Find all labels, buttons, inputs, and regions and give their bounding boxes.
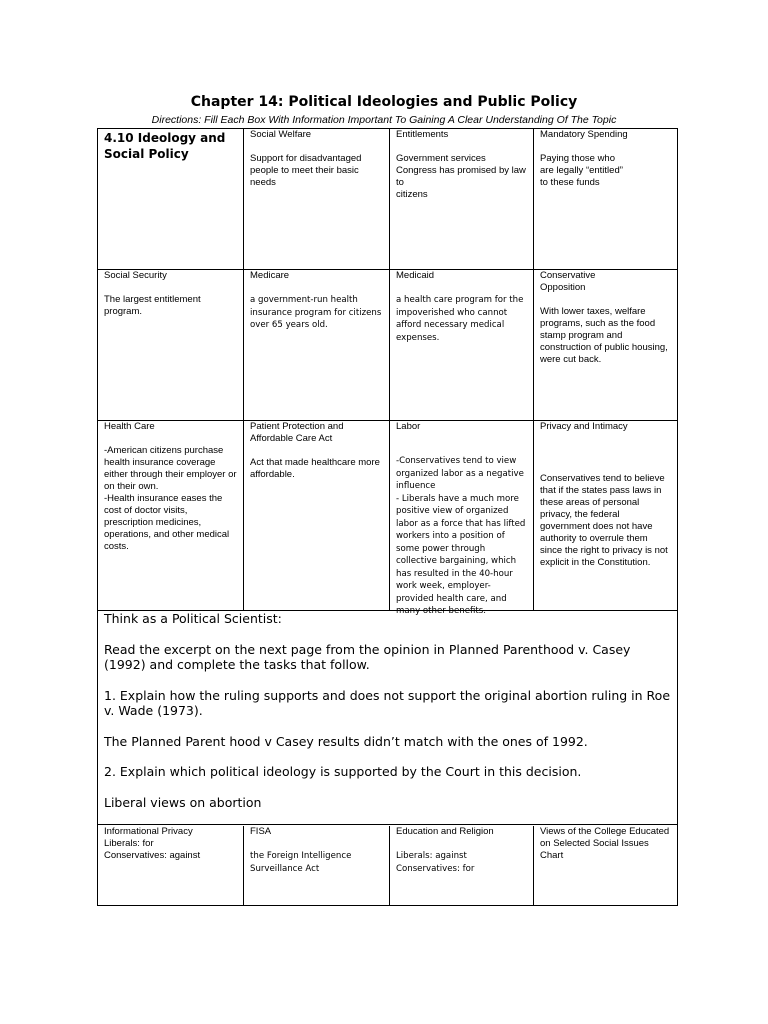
- cell-entitlements: [390, 129, 534, 269]
- cell-college-educated-views: [534, 826, 677, 905]
- table-row: [98, 129, 677, 270]
- task-prompt: Read the excerpt on the next page from the opinion in Planned Parenthood v. Casey (1992) and complete the tasks that follow.: [104, 641, 631, 672]
- cell-body: the Foreign Intelligence Surveillance Act: [250, 851, 352, 874]
- cell-heading: Privacy and Intimacy: [540, 421, 628, 432]
- cell-body: Support for disadvantaged people to meet their basic needs: [250, 153, 362, 188]
- cell-body: Liberals: for Conservatives: against: [104, 838, 201, 861]
- table-row: [98, 826, 677, 905]
- cell-medicare: [244, 270, 390, 420]
- cell-heading: Social Security: [104, 270, 167, 281]
- cell-heading: Informational Privacy: [104, 826, 193, 837]
- page-title: Chapter 14: Political Ideologies and Public Policy: [190, 94, 578, 110]
- cell-conservative-opposition: [534, 270, 677, 420]
- cell-privacy-intimacy: [534, 421, 677, 610]
- cell-body: -Conservatives tend to view organized labor as a negative influence - Liberals have a much more positive view of organized labor as a force that has lifted workers into a position of some power through collective bargaining, which has resulted in the 40-hour work week, employer-provided health care, and many other benefits.: [396, 456, 526, 616]
- cell-body: Government services Congress has promised by law to citizens: [396, 153, 526, 200]
- table-row: [98, 421, 677, 616]
- cell-social-welfare: [244, 129, 390, 269]
- cell-heading: Health Care: [104, 421, 155, 432]
- cell-heading: Entitlements: [396, 129, 449, 140]
- worksheet-grid: [97, 128, 678, 906]
- cell-medicaid: [390, 270, 534, 420]
- cell-mandatory-spending: [534, 129, 677, 269]
- cell-body: a health care program for the impoverished who cannot afford necessary medical expenses.: [396, 295, 524, 343]
- cell-labor: [390, 421, 534, 616]
- cell-heading: Medicaid: [396, 270, 435, 281]
- cell-body: Conservatives tend to believe that if the states pass laws in these areas of personal privacy, the federal government does not have authority to overrule them since the right to privacy is not explicit in the Constitution.: [540, 473, 668, 568]
- cell-body: Liberals: against Conservatives: for: [396, 851, 475, 874]
- section-heading: Think as a Political Scientist:: [104, 611, 282, 626]
- cell-heading: Education and Religion: [396, 826, 494, 837]
- cell-affordable-care-act: [244, 421, 390, 610]
- cell-education-religion: [390, 826, 534, 905]
- directions-text: Directions: Fill Each Box With Information Important To Gaining A Clear Understanding Of The Topic: [151, 114, 617, 126]
- cell-body: -American citizens purchase health insurance coverage either through their employer or on their own. -Health insurance eases the cost of doctor visits, prescription medicines, operations, and other medical costs.: [104, 445, 237, 552]
- cell-fisa: [244, 826, 390, 905]
- question-2: 2. Explain which political ideology is supported by the Court in this decision.: [104, 764, 582, 779]
- cell-health-care: [98, 421, 244, 610]
- think-as-political-scientist-section: [98, 611, 677, 825]
- answer-2: Liberal views on abortion: [104, 794, 262, 810]
- cell-heading: Conservative Opposition: [540, 270, 596, 293]
- cell-heading: Medicare: [250, 270, 290, 281]
- question-1: 1. Explain how the ruling supports and does not support the original abortion ruling in Roe v. Wade (1973).: [104, 687, 671, 718]
- cell-body: Paying those who are legally “entitled” to these funds: [540, 153, 623, 188]
- cell-body: Act that made healthcare more affordable.: [250, 457, 380, 480]
- cell-heading: Mandatory Spending: [540, 129, 628, 140]
- answer-1: The Planned Parent hood v Casey results didn’t match with the ones of 1992.: [104, 733, 588, 749]
- cell-heading: Patient Protection and Affordable Care Act: [250, 421, 344, 444]
- cell-heading: Labor: [396, 421, 421, 432]
- cell-ideology-social-policy: [98, 129, 244, 269]
- cell-informational-privacy: [98, 826, 244, 905]
- cell-heading: Views of the College Educated on Selected Social Issues Chart: [540, 826, 670, 861]
- cell-heading: 4.10 Ideology and Social Policy: [104, 131, 226, 161]
- cell-heading: FISA: [250, 826, 272, 837]
- cell-heading: Social Welfare: [250, 129, 312, 140]
- table-row: [98, 270, 677, 421]
- cell-body: The largest entitlement program.: [104, 294, 201, 317]
- cell-social-security: [98, 270, 244, 420]
- cell-body: With lower taxes, welfare programs, such as the food stamp program and construction of public housing, were cut back.: [540, 306, 668, 365]
- cell-body: a government-run health insurance program for citizens over 65 years old.: [250, 295, 382, 330]
